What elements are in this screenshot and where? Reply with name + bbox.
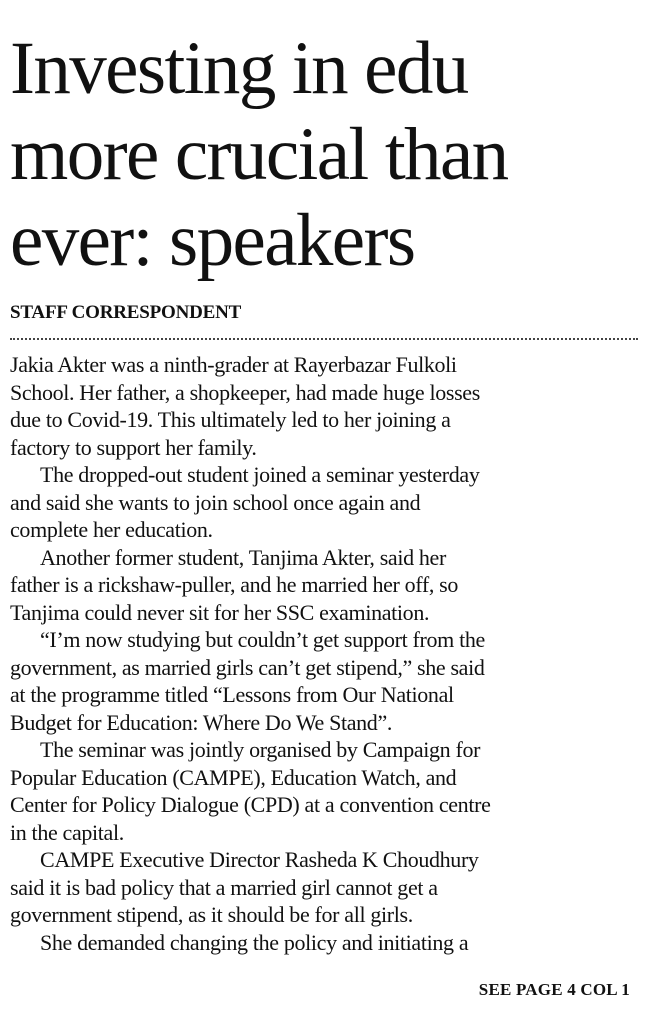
- body-line: CAMPE Executive Director Rasheda K Choudhury: [40, 847, 479, 872]
- body-line: government stipend, as it should be for all girls.: [10, 902, 413, 927]
- dotted-divider: [10, 338, 638, 340]
- body-line: School. Her father, a shopkeeper, had made huge losses: [10, 379, 480, 405]
- headline-line: more crucial than: [10, 113, 508, 196]
- body-line: complete her education.: [10, 517, 213, 542]
- body-line: father is a rickshaw-puller, and he married her off, so: [10, 572, 459, 597]
- body-line: The seminar was jointly organised by Campaign for: [40, 737, 481, 762]
- body-line: Budget for Education: Where Do We Stand”.: [10, 709, 393, 735]
- body-line: The dropped-out student joined a seminar yesterday: [40, 462, 480, 487]
- continued-jump-line: SEE PAGE 4 COL 1: [478, 980, 630, 999]
- body-line: Center for Policy Dialogue (CPD) at a convention centre: [10, 792, 491, 817]
- body-line: Jakia Akter was a ninth-grader at Rayerbazar Fulkoli: [10, 352, 457, 377]
- body-line: and said she wants to join school once again and: [10, 489, 421, 515]
- headline-line: Investing in edu: [10, 27, 468, 110]
- news-article: [10, 0, 640, 1014]
- byline: STAFF CORRESPONDENT: [10, 302, 242, 323]
- body-line: factory to support her family.: [10, 434, 257, 460]
- headline: [10, 26, 645, 284]
- body-line: said it is bad policy that a married girl cannot get a: [10, 874, 438, 900]
- article-body: [10, 351, 642, 956]
- body-line: Another former student, Tanjima Akter, said her: [40, 544, 446, 570]
- body-line: Popular Education (CAMPE), Education Watch, and: [10, 764, 457, 790]
- headline-line: ever: speakers: [10, 199, 415, 282]
- body-line: She demanded changing the policy and initiating a: [40, 929, 469, 955]
- body-line: Tanjima could never sit for her SSC examination.: [10, 599, 430, 625]
- body-line: due to Covid-19. This ultimately led to her joining a: [10, 407, 451, 432]
- body-line: at the programme titled “Lessons from Our National: [10, 682, 454, 707]
- body-line: in the capital.: [10, 819, 124, 845]
- body-line: government, as married girls can’t get stipend,” she said: [10, 654, 485, 680]
- body-line: “I’m now studying but couldn’t get support from the: [40, 627, 485, 652]
